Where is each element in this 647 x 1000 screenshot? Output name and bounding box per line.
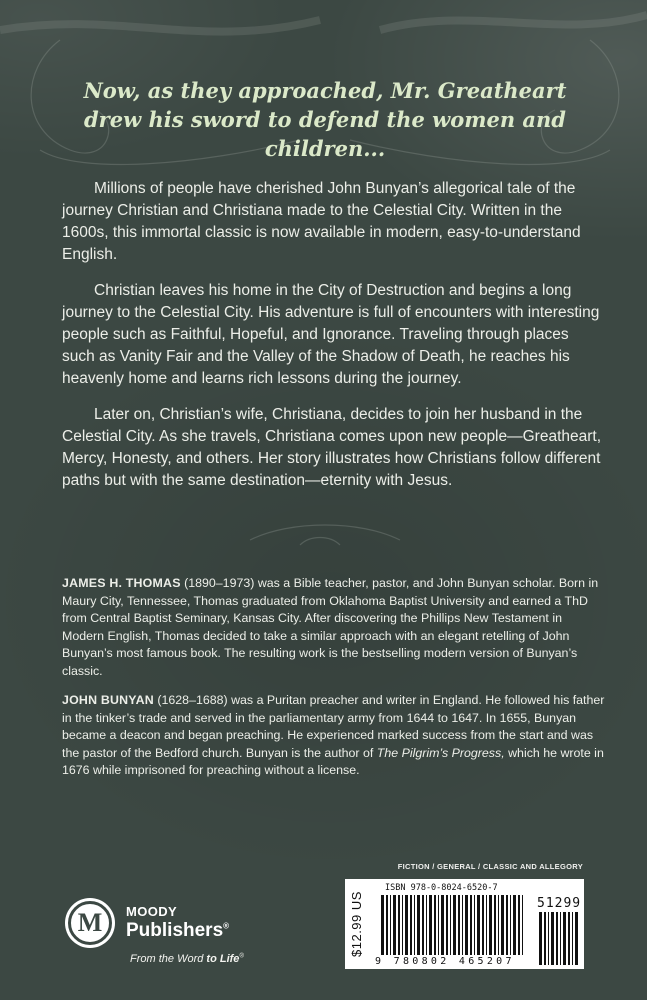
- barcode-bar: [426, 895, 427, 955]
- barcode-bar: [465, 895, 468, 955]
- barcode-bar: [560, 912, 561, 965]
- barcode-bar: [518, 895, 520, 955]
- bio-thomas: [62, 575, 607, 680]
- moody-logo-icon: [65, 898, 115, 948]
- barcode-bar: [494, 895, 496, 955]
- barcode-bar: [458, 895, 460, 955]
- bio-thomas-name: JAMES H. THOMAS: [62, 576, 181, 590]
- barcode-bar: [414, 895, 415, 955]
- barcode-bar: [441, 895, 444, 955]
- isbn-label: ISBN 978-0-8024-6520-7: [385, 883, 498, 893]
- description-blurb: [62, 178, 602, 506]
- barcode-bar: [410, 895, 412, 955]
- barcode-bar: [462, 895, 463, 955]
- barcode-bar: [544, 912, 546, 965]
- bio-thomas-text: (1890–1973) was a Bible teacher, pastor, and John Bunyan scholar. Born in Maury City, Tennessee, Thomas graduated from Oklahoma Baptist University and earned a ThD from Central Baptist Seminary, Kansas City. After discovering the Phillips New Testament in Modern English, Thomas decided to take a similar approach with an elegant retelling of John Bunyan’s most famous book. The resulting work is the bestselling modern version of Bunyan’s classic.: [62, 576, 599, 678]
- barcode-bar: [429, 895, 432, 955]
- barcode-bar: [556, 912, 558, 965]
- barcode-bar: [568, 912, 570, 965]
- barcode-bar: [405, 895, 408, 955]
- barcode-bar: [498, 895, 499, 955]
- barcode-bar: [450, 895, 451, 955]
- barcode-bar: [453, 895, 456, 955]
- publisher-tagline-mark: ®: [239, 953, 244, 960]
- category-label: FICTION / GENERAL / CLASSIC AND ALLEGORY: [397, 862, 583, 871]
- bio-bunyan-name: JOHN BUNYAN: [62, 693, 154, 707]
- barcode-box: [345, 879, 584, 969]
- barcode-bar: [539, 912, 542, 965]
- barcode-bar: [522, 895, 523, 955]
- barcode-bar: [489, 895, 492, 955]
- blurb-paragraph-1: Millions of people have cherished John Bunyan’s allegorical tale of the journey Christian and Christiana made to the Celestial City. Written in the 1600s, this immortal classic is now available in modern, easy-to-understand English.: [62, 180, 581, 263]
- barcode-bar: [501, 895, 504, 955]
- barcode-bar: [438, 895, 439, 955]
- barcode-bar: [548, 912, 549, 965]
- isbn-digits: 9 780802 465207: [375, 956, 515, 967]
- barcode-bar: [513, 895, 516, 955]
- barcode-bar: [575, 912, 578, 965]
- logo-letter: M: [77, 908, 103, 937]
- blurb-paragraph-2: Christian leaves his home in the City of Destruction and begins a long journey to the Celestial City. His adventure is full of encounters with interesting people such as Faithful, Hopeful, and Ignorance. Traveling through places such as Vanity Fair and the Valley of the Shadow of Death, he reaches his heavenly home and learns rich lessons during the journey.: [62, 282, 600, 387]
- price-addon-code: 51299: [537, 896, 582, 911]
- barcode-bar: [486, 895, 487, 955]
- price-label: $12.99 US: [349, 891, 364, 957]
- barcode-bar: [402, 895, 403, 955]
- publisher-tagline-a: From the Word: [130, 953, 207, 965]
- barcode-bar: [470, 895, 472, 955]
- publisher-logo: [60, 898, 320, 968]
- bio-bunyan-text-a: (1628–1688) was a Puritan preacher and writer in England. He followed his father in the tinker’s trade and served in the parliamentary army from 1644 to 1647. In 1655, Bunyan became a deacon and began preaching. He experienced marked success from the start and was the pastor of the Bedford church. Bunyan is the author of: [62, 693, 605, 760]
- barcode-bar: [386, 895, 388, 955]
- barcode-bar: [482, 895, 484, 955]
- barcode-bar: [422, 895, 424, 955]
- bio-bunyan-book-title: The Pilgrim’s Progress,: [376, 745, 505, 760]
- barcode-bar: [510, 895, 511, 955]
- publisher-tagline-b: to Life: [206, 953, 240, 965]
- publisher-name-line2: [126, 920, 229, 942]
- publisher-trademark: ®: [223, 921, 230, 931]
- barcode-bar: [446, 895, 448, 955]
- barcode-bar: [417, 895, 420, 955]
- tagline-quote: Now, as they approached, Mr. Greatheart drew his sword to defend the women and children...: [83, 78, 567, 161]
- barcode-bar: [381, 895, 384, 955]
- barcode-bar: [551, 912, 554, 965]
- publisher-tagline: [130, 953, 244, 965]
- publisher-name-text: Publishers: [126, 920, 224, 941]
- barcode-bar: [563, 912, 566, 965]
- barcode-bar: [393, 895, 396, 955]
- barcode-bar: [474, 895, 475, 955]
- barcode-bar: [390, 895, 391, 955]
- author-bios: [62, 575, 607, 792]
- barcode-bar: [398, 895, 400, 955]
- bio-bunyan: [62, 692, 607, 780]
- barcode-bar: [572, 912, 573, 965]
- blurb-paragraph-3: Later on, Christian’s wife, Christiana, decides to join her husband in the Celestial City. As she travels, Christiana comes upon new people—Greatheart, Mercy, Honesty, and others. Her story illustrates how Christians follow different paths but with the same destination—eternity with Jesus.: [62, 406, 602, 489]
- barcode-bar: [434, 895, 436, 955]
- publisher-name-line1: MOODY: [126, 904, 178, 919]
- barcode-bar: [477, 895, 480, 955]
- barcode-bar: [506, 895, 508, 955]
- bio-bunyan-text-b: which he wrote in 1676 while imprisoned for preaching without a license.: [62, 745, 604, 777]
